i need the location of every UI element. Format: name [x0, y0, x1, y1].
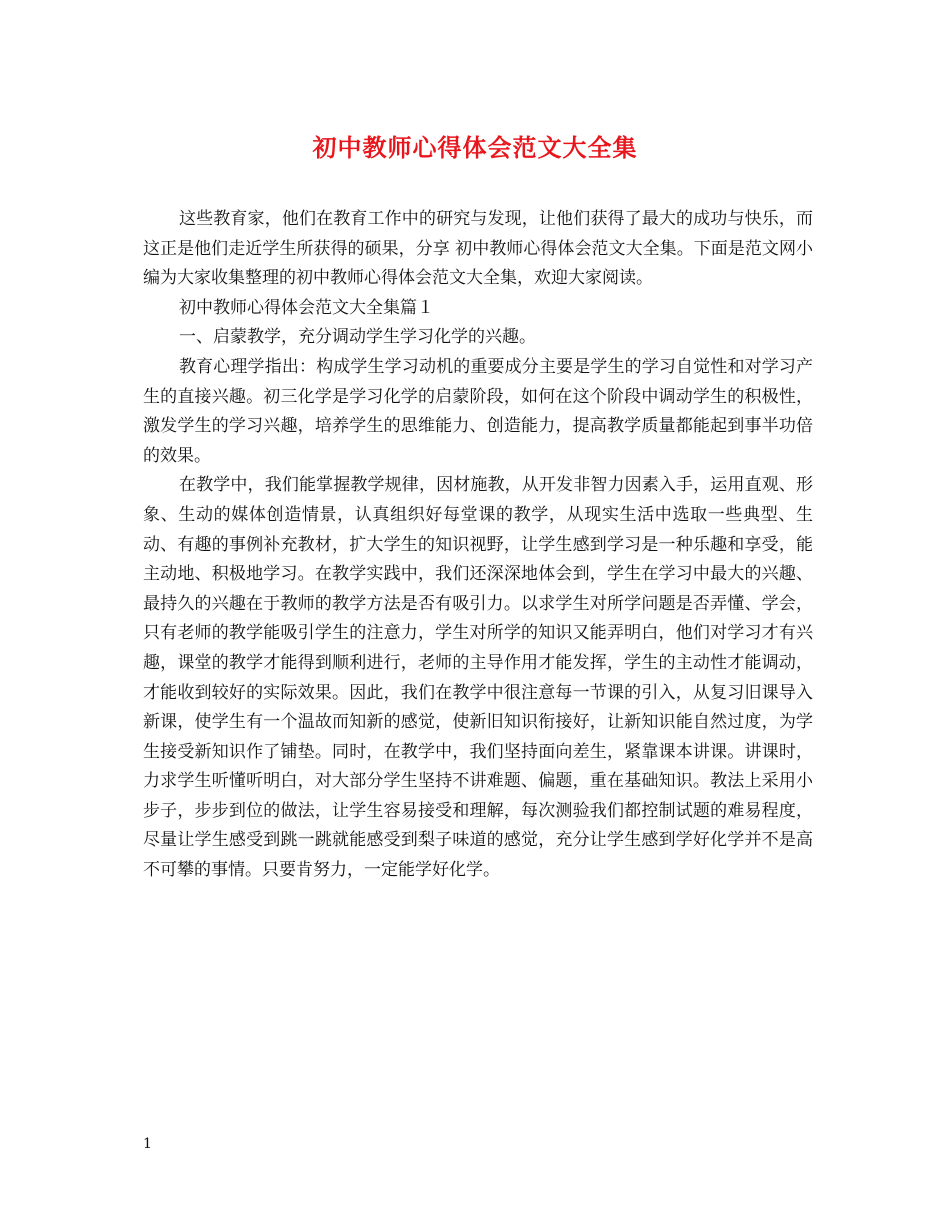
- page-number: 1: [143, 1136, 152, 1152]
- document-body: [143, 205, 813, 886]
- document-title: 初中教师心得体会范文大全集: [312, 133, 638, 162]
- subsection-heading: 一、启蒙教学，充分调动学生学习化学的兴趣。: [179, 327, 536, 348]
- body-paragraph: 在教学中，我们能掌握教学规律，因材施教，从开发非智力因素入手，运用直观、形象、生动的媒体创造情景，认真组织好每堂课的教学，从现实生活中选取一些典型、生动、有趣的事例补充教材，扩大学生的知识视野，让学生感到学习是一种乐趣和享受，能主动地、积极地学习。在教学实践中，我们还深深地体会到，学生在学习中最大的兴趣、最持久的兴趣在于教师的教学方法是否有吸引力。以求学生对所学问题是否弄懂、学会，只有老师的教学能吸引学生的注意力，学生对所学的知识又能弄明白，他们对学习才有兴趣，课堂的教学才能得到顺利进行，老师的主导作用才能发挥，学生的主动性才能调动，才能收到较好的实际效果。因此，我们在教学中很注意每一节课的引入，从复习旧课导入新课，使学生有一个温故而知新的感觉，使新旧知识衔接好，让新知识能自然过度，为学生接受新知识作了铺垫。同时，在教学中，我们坚持面向差生，紧靠课本讲课。讲课时，力求学生听懂听明白，对大部分学生坚持不讲难题、偏题，重在基础知识。教法上采用小步子，步步到位的做法，让学生容易接受和理解，每次测验我们都控制试题的难易程度，尽量让学生感受到跳一跳就能感受到梨子味道的感觉，充分让学生感到学好化学并不是高不可攀的事情。只要肯努力，一定能学好化学。: [143, 475, 813, 881]
- section-heading: 初中教师心得体会范文大全集篇１: [179, 297, 434, 318]
- intro-paragraph: 这些教育家，他们在教育工作中的研究与发现，让他们获得了最大的成功与快乐，而这正是他们走近学生所获得的硕果，分享 初中教师心得体会范文大全集。下面是范文网小编为大家收集整理的初中教师心得体会范文大全集，欢迎大家阅读。: [143, 209, 813, 289]
- body-paragraph: 教育心理学指出：构成学生学习动机的重要成分主要是学生的学习自觉性和对学习产生的直接兴趣。初三化学是学习化学的启蒙阶段，如何在这个阶段中调动学生的积极性，激发学生的学习兴趣，培养学生的思维能力、创造能力，提高教学质量都能起到事半功倍的效果。: [143, 356, 813, 466]
